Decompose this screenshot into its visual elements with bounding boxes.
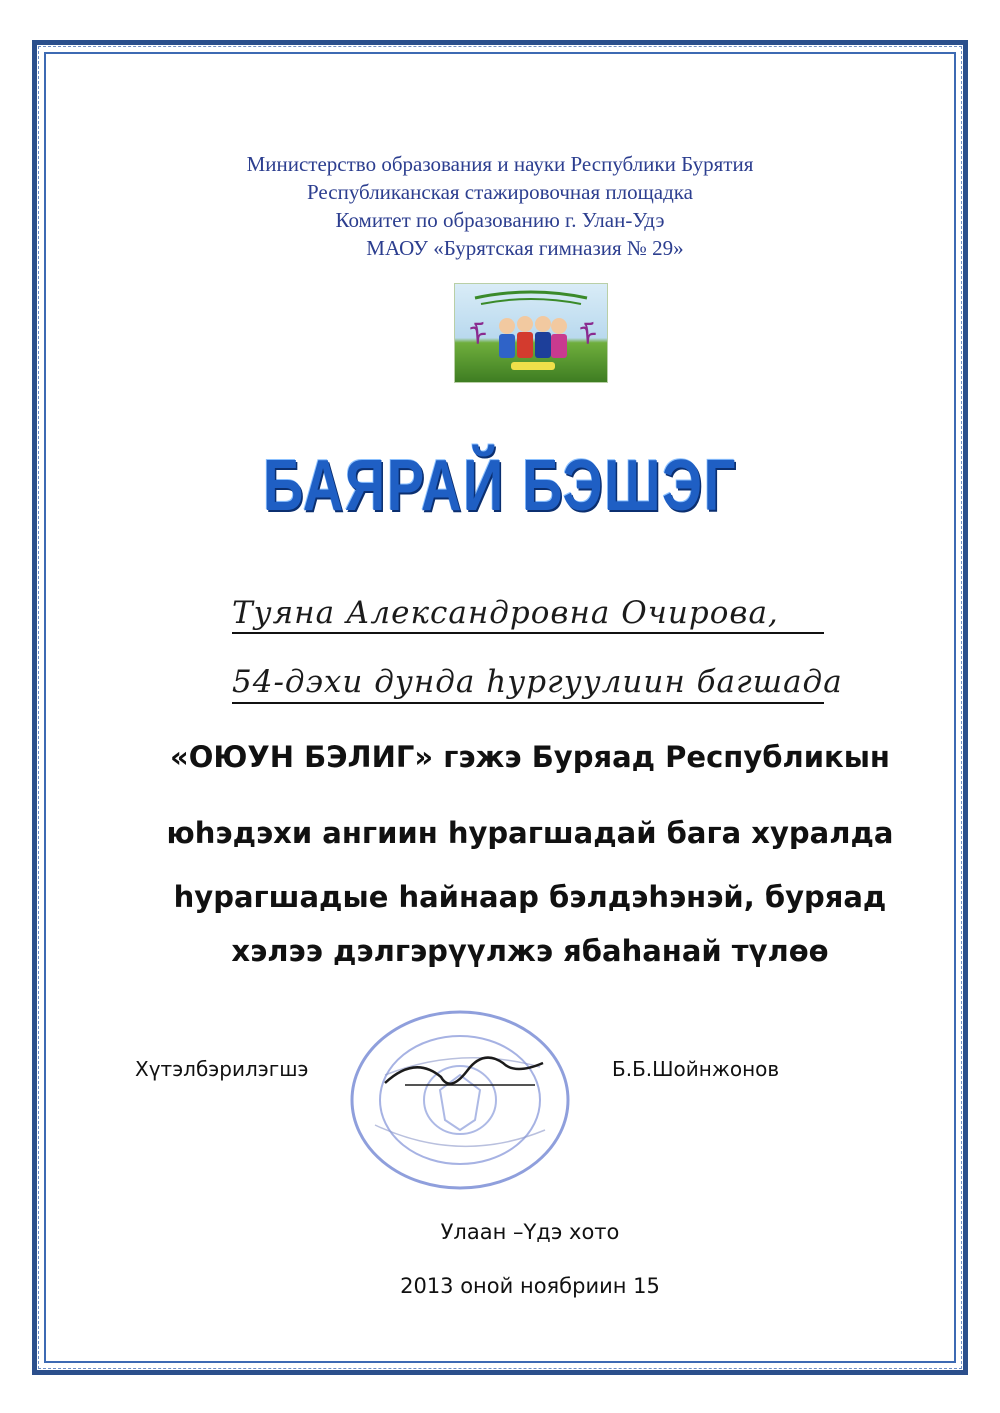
header-line-school: МАОУ «Бурятская гимназия № 29»: [366, 236, 684, 260]
svg-text:ᠮ: ᠮ: [469, 319, 488, 354]
signatory-role: Хүтэлбэрилэгшэ: [135, 1057, 309, 1081]
body-line-3: hурагшадые hайнаар бэлдэhэнэй, буряад: [173, 880, 887, 914]
official-stamp: [345, 1005, 575, 1195]
event-logo-image: [454, 283, 608, 383]
signatory-name: Б.Б.Шойнжонов: [612, 1057, 780, 1081]
issue-city: Улаан –Үдэ хото: [440, 1220, 620, 1244]
certificate-title: БАЯРАЙ БЭШЭГ: [262, 446, 738, 526]
header-line-ministry: Министерство образования и науки Республики Бурятия: [246, 152, 754, 176]
recipient-name: Туяна Александровна Очирова,: [232, 595, 779, 631]
issue-date: 2013 оной ноябриин 15: [400, 1274, 660, 1298]
body-line-2: юhэдэхи ангиин hурагшадай бага хуралда: [166, 816, 894, 850]
recipient-name-underline: [232, 632, 824, 634]
body-line-4: хэлээ дэлгэрүүлжэ ябаhанай түлөө: [231, 934, 829, 968]
recipient-position: 54-дэхи дунда hургуулиин багшада: [232, 664, 843, 700]
header-line-committee: Комитет по образованию г. Улан-Удэ: [335, 208, 665, 232]
header-line-platform: Республиканская стажировочная площадка: [307, 180, 693, 204]
issuer-header: [0, 150, 1000, 262]
body-line-1: «ОЮУН БЭЛИГ» гэжэ Буряад Республикын: [170, 740, 890, 774]
svg-text:ᠮ: ᠮ: [579, 319, 598, 354]
recipient-position-underline: [232, 702, 824, 704]
